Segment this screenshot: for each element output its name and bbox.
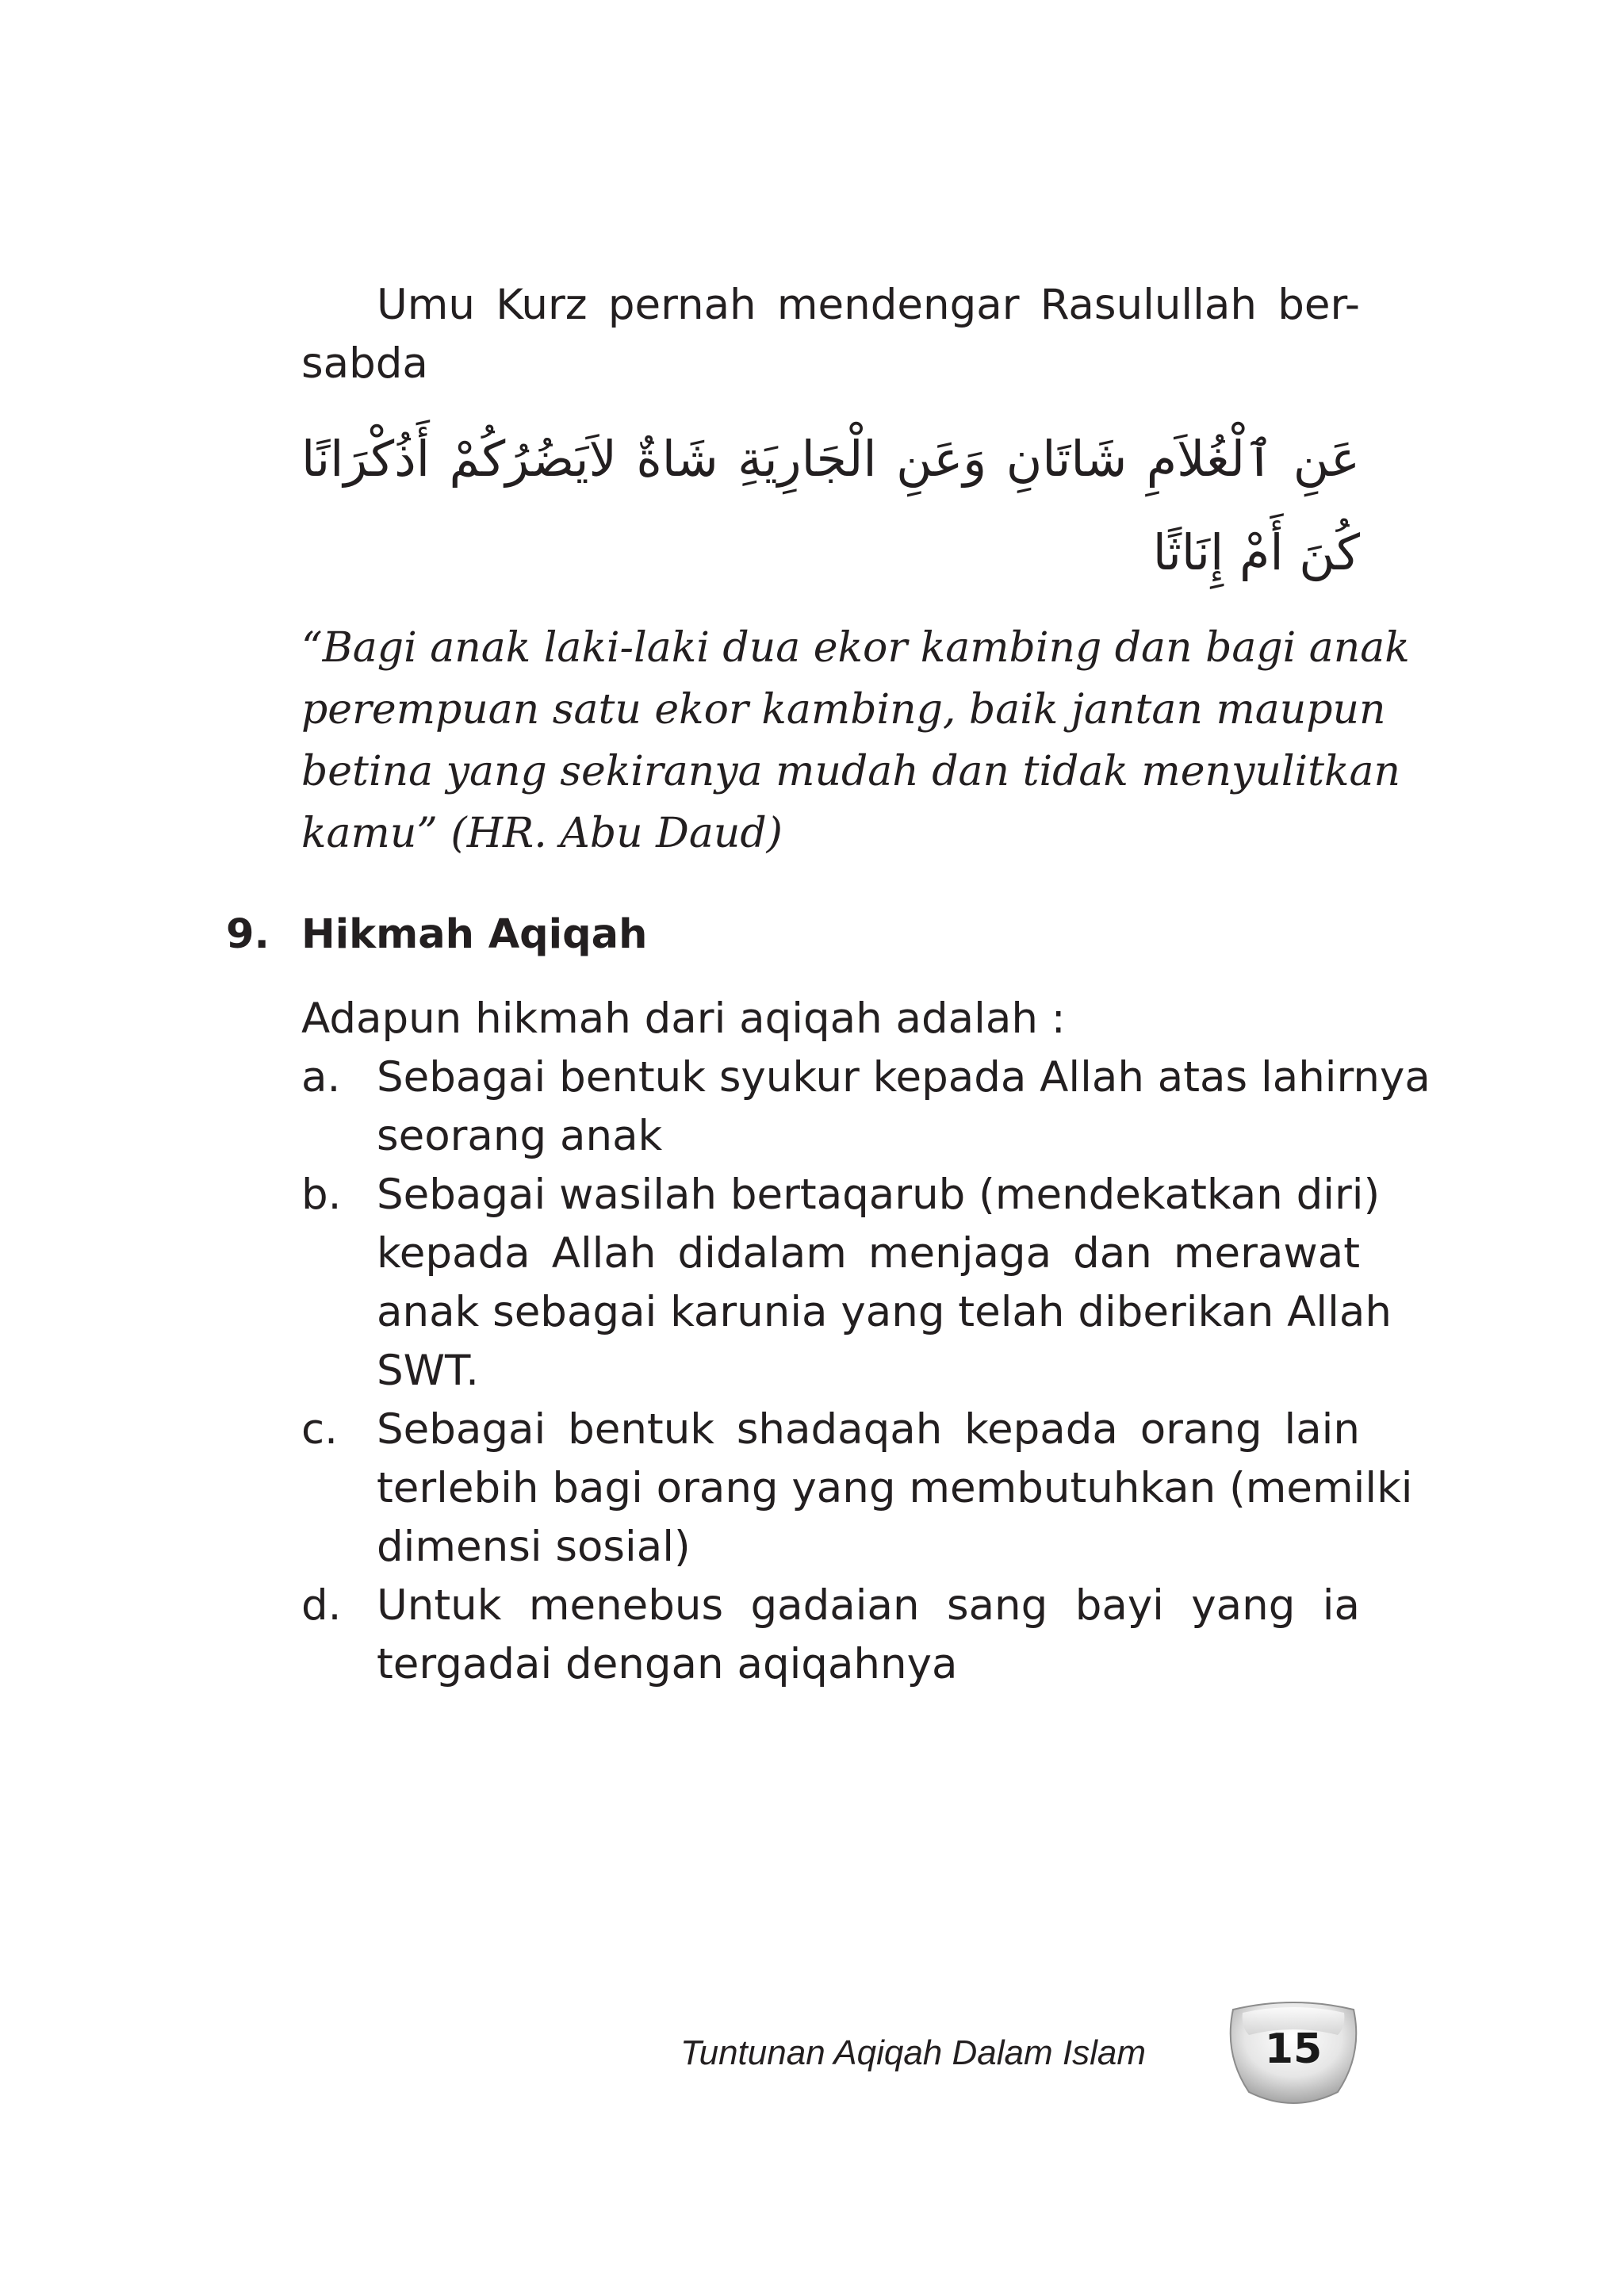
section-title: Hikmah Aqiqah [301, 911, 648, 958]
section-number: 9. [226, 911, 270, 958]
list-item-line: dimensi sosial) [377, 1523, 691, 1571]
arabic-line-1: عَنِ ٱلْغُلاَمِ شَاتَانِ وَعَنِ الْجَارِيَةِ شَاةٌ لاَيَضُرُكُمْ أَذُكْرَانًا [301, 430, 1360, 488]
page-number: 15 [1264, 2025, 1323, 2073]
translation-line-2: perempuan satu ekor kambing, baik jantan maupun [301, 686, 1386, 734]
intro-line-2: sabda [301, 339, 428, 388]
footer-book-title: Tuntunan Aqiqah Dalam Islam [680, 2033, 1146, 2072]
page-number-badge [1227, 1998, 1360, 2109]
list-item [301, 1401, 1413, 1577]
intro-paragraph [301, 276, 1360, 393]
hikmah-list [301, 1048, 1431, 1694]
list-item-line: SWT. [377, 1347, 479, 1395]
list-marker: a. [301, 1053, 341, 1102]
list-marker: c. [301, 1405, 338, 1454]
section-heading [226, 906, 647, 964]
list-marker: b. [301, 1171, 342, 1219]
list-item-line: seorang anak [377, 1112, 663, 1160]
list-item-line: Sebagai bentuk shadaqah kepada orang lain [377, 1405, 1360, 1454]
list-item-line: anak sebagai karunia yang telah diberikan Allah [377, 1288, 1392, 1336]
list-item [301, 1048, 1431, 1166]
list-marker: d. [301, 1581, 342, 1630]
list-item-line: terlebih bagi orang yang membutuhkan (memilki [377, 1464, 1413, 1512]
list-item-line: kepada Allah didalam menjaga dan merawat [377, 1229, 1360, 1278]
list-item-line: tergadai dengan aqiqahnya [377, 1640, 958, 1688]
hadith-translation [301, 617, 1410, 864]
translation-line-3: betina yang sekiranya mudah dan tidak menyulitkan [301, 748, 1401, 795]
list-item [301, 1577, 1360, 1694]
section-lead: Adapun hikmah dari aqiqah adalah : [301, 994, 1066, 1043]
list-item-line: Sebagai bentuk syukur kepada Allah atas lahirnya [377, 1053, 1431, 1102]
intro-line-1: Umu Kurz pernah mendengar Rasulullah ber- [377, 281, 1360, 329]
translation-line-1: “Bagi anak laki-laki dua ekor kambing dan bagi anak [301, 624, 1410, 672]
list-item-line: Sebagai wasilah bertaqarub (mendekatkan diri) [377, 1171, 1381, 1219]
list-item [301, 1166, 1392, 1401]
list-item-line: Untuk menebus gadaian sang bayi yang ia [377, 1581, 1360, 1630]
arabic-line-2: كُنَ أَمْ إِنَاثًا [1152, 523, 1360, 581]
hadith-arabic-text [301, 412, 1360, 600]
translation-line-4: kamu” (HR. Abu Daud) [301, 810, 783, 857]
